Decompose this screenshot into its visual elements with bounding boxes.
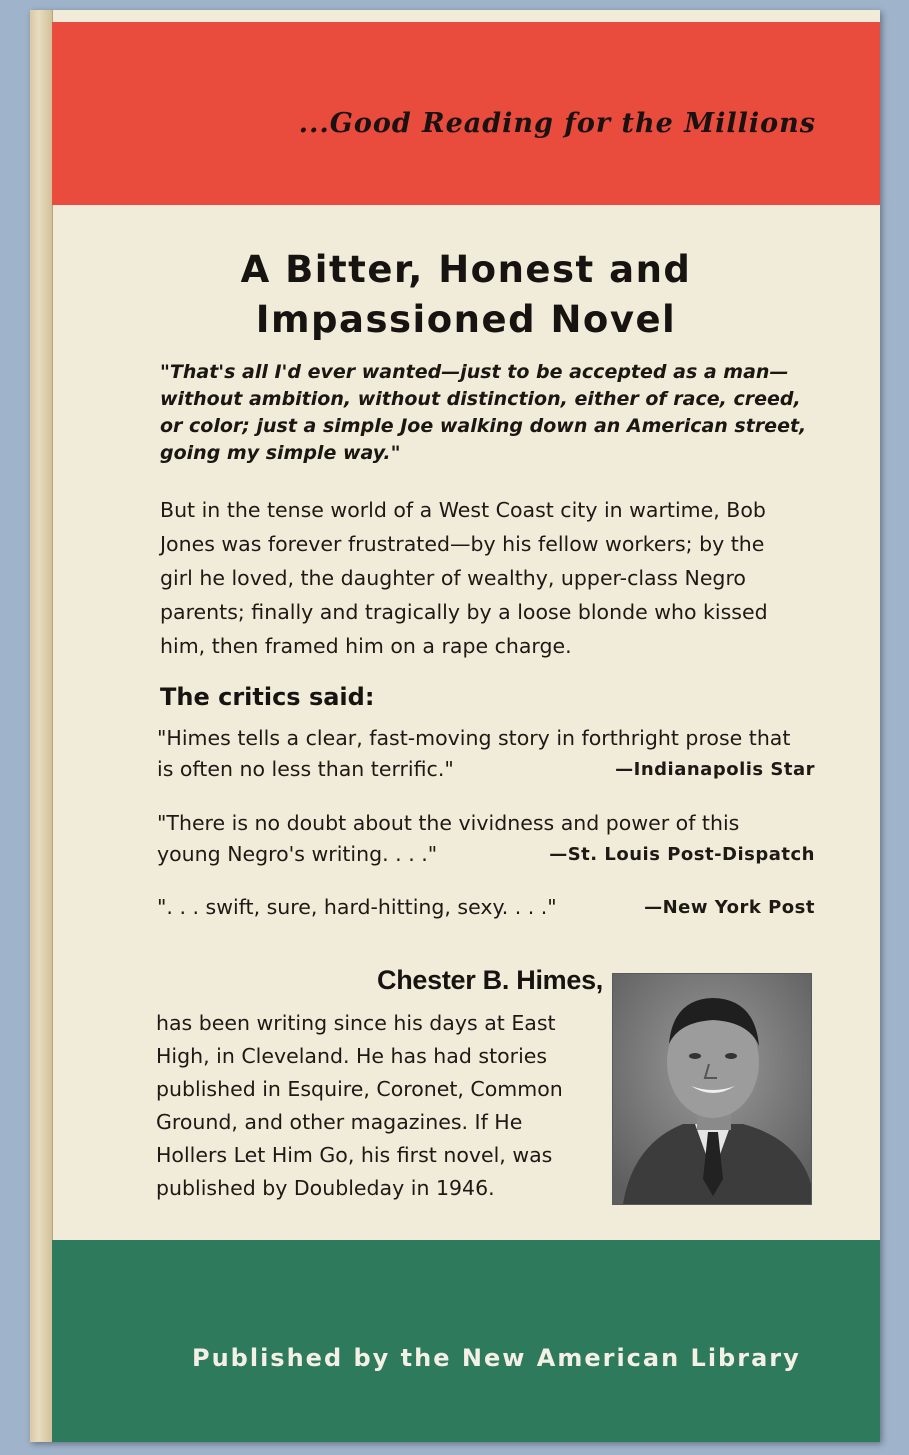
- quote-line: without ambition, without distinction, either of race, creed,: [160, 388, 801, 410]
- synopsis-line: him, then framed him on a rape charge.: [160, 634, 572, 658]
- bio-line: High, in Cleveland. He has had stories: [156, 1044, 548, 1068]
- bio-line: published in Esquire, Coronet, Common: [156, 1077, 563, 1101]
- review-text: young Negro's writing. . . .": [157, 842, 438, 866]
- bio-line: Hollers Let Him Go, his first novel, was: [156, 1143, 553, 1167]
- review-source: —New York Post: [644, 897, 815, 918]
- review-source: —St. Louis Post-Dispatch: [549, 844, 815, 865]
- quote-line: going my simple way.": [160, 442, 401, 464]
- bio-line: published by Doubleday in 1946.: [156, 1176, 495, 1200]
- review-source: —Indianapolis Star: [615, 759, 815, 780]
- headline-line-1: A Bitter, Honest and: [240, 248, 692, 291]
- tagline: ...Good Reading for the Millions: [298, 108, 816, 139]
- review-st-louis: [157, 808, 815, 870]
- author-photo: [612, 973, 812, 1205]
- review-new-york: [157, 892, 815, 923]
- headline: [52, 245, 880, 345]
- synopsis-line: But in the tense world of a West Coast city in wartime, Bob: [160, 498, 766, 522]
- bottom-green-band: [52, 1240, 880, 1442]
- review-text: "There is no doubt about the vividness and power of this: [157, 811, 740, 835]
- author-portrait-image: [613, 974, 811, 1204]
- book-spine: [30, 10, 53, 1442]
- author-name: Chester B. Himes,: [377, 965, 603, 995]
- publisher-line: Published by the New American Library: [192, 1344, 801, 1372]
- book-back-cover: [30, 10, 880, 1442]
- synopsis-line: girl he loved, the daughter of wealthy, upper-class Negro: [160, 566, 746, 590]
- review-text: is often no less than terrific.": [157, 757, 454, 781]
- synopsis: [160, 493, 820, 663]
- quote-line: or color; just a simple Joe walking down an American street,: [160, 415, 807, 437]
- author-bio: [156, 1007, 601, 1205]
- quote-line: "That's all I'd ever wanted—just to be accepted as a man—: [160, 361, 789, 383]
- bio-line: Ground, and other magazines. If He: [156, 1110, 523, 1134]
- bio-line: has been writing since his days at East: [156, 1011, 556, 1035]
- headline-line-2: Impassioned Novel: [255, 298, 677, 341]
- top-red-band: [52, 22, 880, 205]
- review-indianapolis: [157, 723, 815, 785]
- synopsis-line: Jones was forever frustrated—by his fellow workers; by the: [160, 532, 765, 556]
- review-text: "Himes tells a clear, fast-moving story in forthright prose that: [157, 726, 791, 750]
- cover-content: [52, 205, 880, 1240]
- synopsis-line: parents; finally and tragically by a loose blonde who kissed: [160, 600, 768, 624]
- review-text: ". . . swift, sure, hard-hitting, sexy. . . .": [157, 895, 557, 919]
- excerpt-quote: [160, 359, 815, 467]
- critics-heading: The critics said:: [160, 683, 375, 711]
